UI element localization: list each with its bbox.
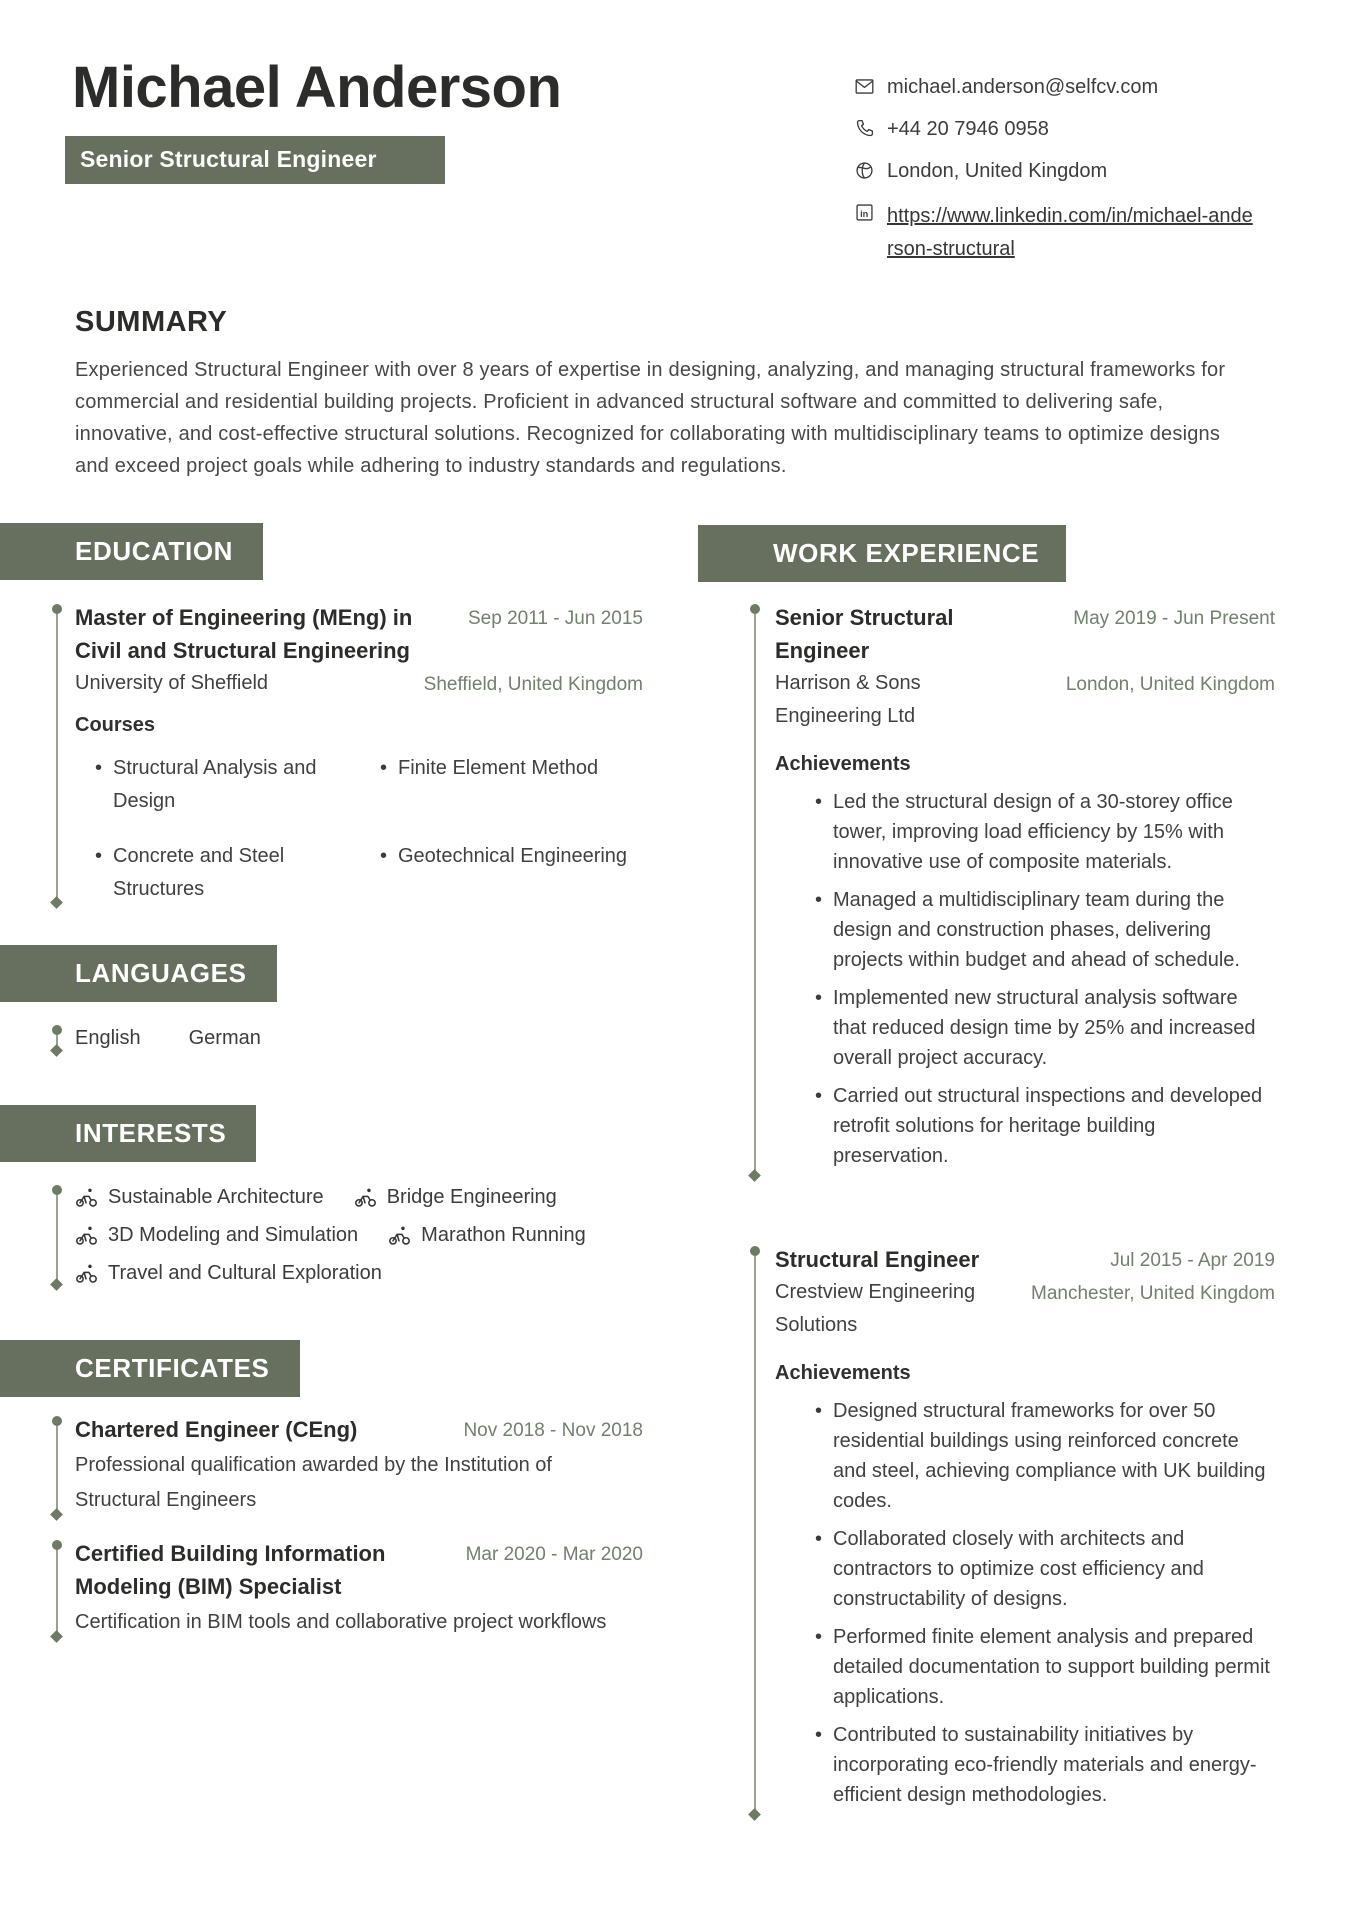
achievement-item: • Led the structural design of a 30-storey office tower, improving load efficiency by 15% with innovative use of composite materials. [815,787,1275,877]
svg-text:in: in [860,208,869,219]
interests-section-header: INTERESTS [0,1105,256,1162]
certificate-entry [0,1413,643,1518]
achievements-label: Achievements [775,753,911,775]
contact-email-row [854,74,1259,100]
school-name: University of Sheffield [75,672,269,694]
achievement-item: • Collaborated closely with architects and contractors to optimize cost efficiency and constructability of designs. [815,1524,1275,1614]
certificate-description: Professional qualification awarded by the Institution of Structural Engineers [75,1454,552,1511]
summary-heading: SUMMARY [75,306,228,338]
job-dates: May 2019 - Jun Present [1073,608,1275,629]
contact-location: London, United Kingdom [887,160,1108,182]
achievement-item: • Implemented new structural analysis software that reduced design time by 25% and increased overall project accuracy. [815,983,1275,1073]
company-name: Harrison & Sons Engineering Ltd [775,672,921,727]
interests-list [75,1182,640,1288]
education-section-header: EDUCATION [0,523,263,580]
certificate-description: Certification in BIM tools and collaborative project workflows [75,1611,607,1633]
contact-block [854,74,1259,282]
timeline-marker [754,1253,756,1812]
email-icon [854,76,875,97]
job-entry [698,1243,1275,1818]
interests-entry [0,1182,643,1288]
achievement-item: • Carried out structural inspections and developed retrofit solutions for heritage building preservation. [815,1081,1275,1171]
work-experience-section-header: WORK EXPERIENCE [698,525,1066,582]
course-item: • Geotechnical Engineering [380,840,643,906]
achievement-item: • Managed a multidisciplinary team during the design and construction phases, delivering projects within budget and ahead of schedule. [815,885,1275,975]
cyclist-icon [75,1262,98,1285]
certificate-title: Certified Building Information Modeling (BIM) Specialist [75,1541,386,1599]
linkedin-link[interactable]: https://www.linkedin.com/in/michael-anderson-structural [887,205,1253,260]
job-title: Structural Engineer [775,1247,980,1272]
course-item: • Finite Element Method [380,752,643,818]
cyclist-icon [75,1186,98,1209]
course-item: • Concrete and Steel Structures [95,840,340,906]
timeline-marker [56,611,58,900]
degree-title: Master of Engineering (MEng) in Civil and Structural Engineering [75,605,413,663]
phone-icon [854,118,875,139]
languages-entry [0,1022,643,1054]
course-item: • Structural Analysis and Design [95,752,340,818]
education-location: Sheffield, United Kingdom [423,674,643,695]
certificate-dates: Nov 2018 - Nov 2018 [463,1420,643,1441]
interest-item: Marathon Running [388,1220,586,1250]
job-location: London, United Kingdom [1065,674,1275,695]
achievements-list [775,787,1275,1171]
job-title: Senior Structural Engineer [775,605,954,663]
timeline-marker [56,1192,58,1282]
languages-section-header: LANGUAGES [0,945,277,1002]
job-entry [698,601,1275,1179]
courses-label: Courses [75,714,156,736]
job-title-badge: Senior Structural Engineer [65,136,445,184]
achievement-item: • Designed structural frameworks for over 50 residential buildings using reinforced concrete and steel, achieving compliance with UK building codes. [815,1396,1275,1516]
interest-item: Sustainable Architecture [75,1182,324,1212]
contact-linkedin-row [854,200,1259,266]
achievement-item: • Performed finite element analysis and prepared detailed documentation to support building permit applications. [815,1622,1275,1712]
cyclist-icon [354,1186,377,1209]
education-entry [0,601,643,906]
interest-item: 3D Modeling and Simulation [75,1220,358,1250]
interest-item: Bridge Engineering [354,1182,557,1212]
cyclist-icon [388,1224,411,1247]
certificate-dates: Mar 2020 - Mar 2020 [465,1544,643,1565]
job-location: Manchester, United Kingdom [1031,1283,1275,1304]
contact-phone: +44 20 7946 0958 [887,118,1049,140]
timeline-marker [56,1423,58,1512]
timeline-marker [56,1032,58,1048]
certificates-section-header: CERTIFICATES [0,1340,300,1397]
timeline-marker [56,1547,58,1634]
contact-email: michael.anderson@selfcv.com [887,76,1159,98]
job-dates: Jul 2015 - Apr 2019 [1110,1250,1275,1271]
achievements-label: Achievements [775,1362,911,1384]
certificate-title: Chartered Engineer (CEng) [75,1417,358,1442]
summary-text: Experienced Structural Engineer with over 8 years of expertise in designing, analyzing, and managing structural frameworks for commercial and residential building projects. Proficient in advanced structural software and committed to delivering safe, innovative, and cost-effective structural solutions. Recognized for collaborating with multidisciplinary teams to optimize designs and exceed project goals while adhering to industry standards and regulations. [75,359,1226,477]
language-item: English [75,1027,141,1049]
achievements-list [775,1396,1275,1810]
company-name: Crestview Engineering Solutions [775,1281,976,1336]
timeline-marker [754,611,756,1173]
contact-phone-row [854,116,1259,142]
education-dates: Sep 2011 - Jun 2015 [467,608,643,629]
courses-list [75,752,643,906]
certificate-entry [0,1537,643,1640]
contact-location-row [854,158,1259,184]
linkedin-icon [854,202,875,223]
interest-item: Travel and Cultural Exploration [75,1258,382,1288]
achievement-item: • Contributed to sustainability initiatives by incorporating eco-friendly materials and energy-efficient design methodologies. [815,1720,1275,1810]
language-item: German [188,1027,261,1049]
person-name: Michael Anderson [72,55,562,120]
globe-icon [854,160,875,181]
cyclist-icon [75,1224,98,1247]
